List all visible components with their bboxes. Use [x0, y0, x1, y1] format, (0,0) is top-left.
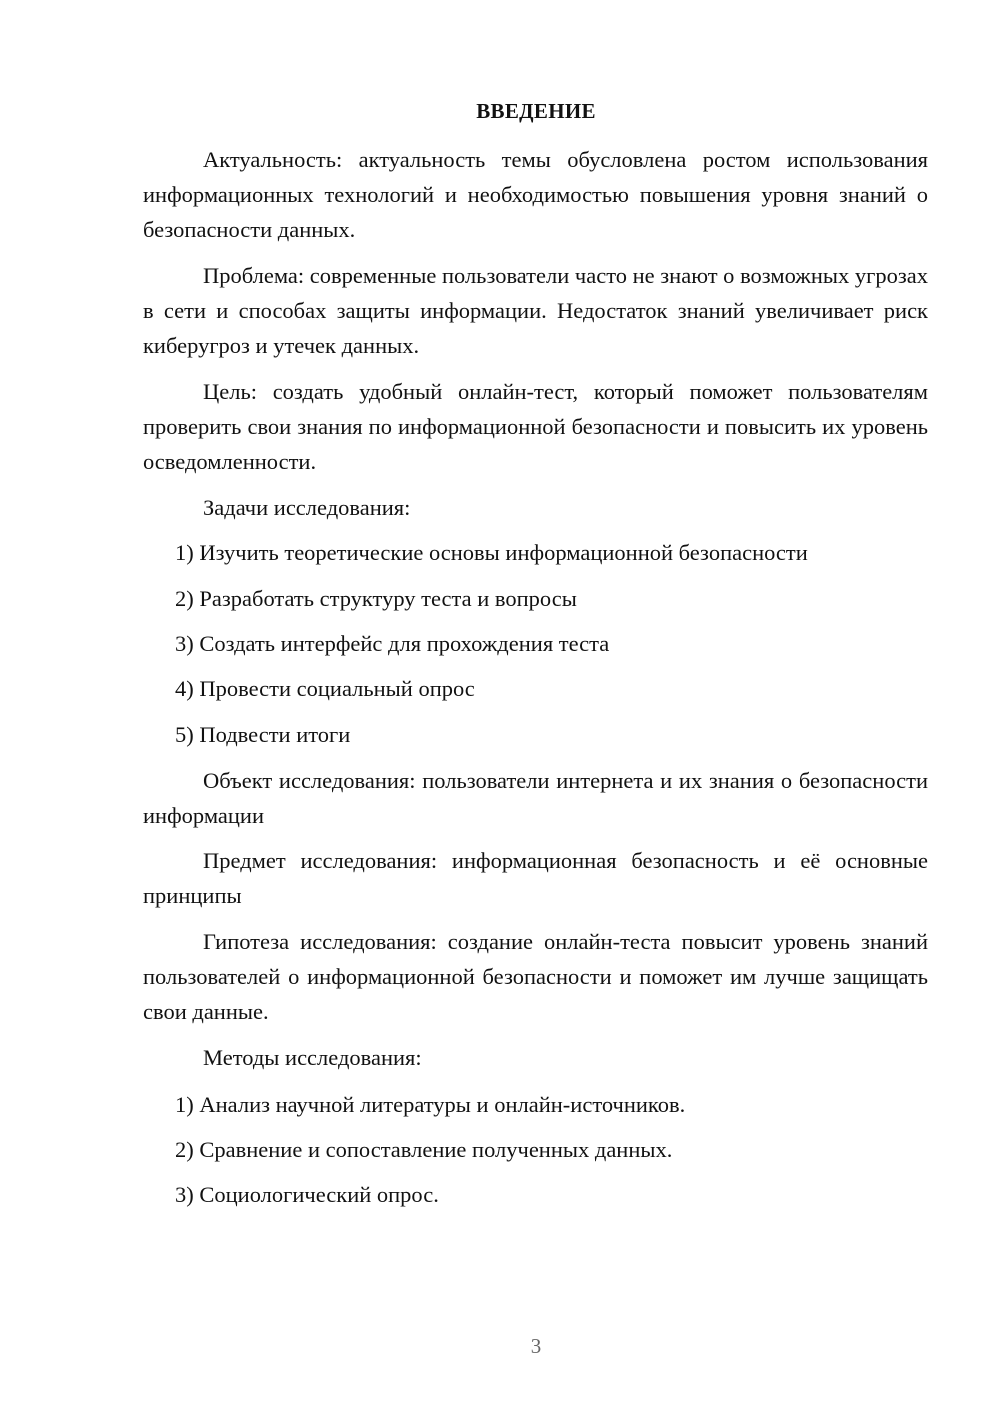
tasks-heading: Задачи исследования: — [203, 495, 411, 520]
method-item: 3) Социологический опрос. — [175, 1182, 439, 1207]
method-item: 1) Анализ научной литературы и онлайн-источников. — [175, 1092, 686, 1117]
method-item: 2) Сравнение и сопоставление полученных данных. — [175, 1137, 673, 1162]
page-title: ВВЕДЕНИЕ — [476, 99, 596, 123]
paragraph-problem: Проблема: современные пользователи часто не знают о возможных угрозах в сети и способах защиты информации. Недостаток знаний увеличивает риск киберугроз и утечек данных. — [143, 263, 928, 358]
paragraph-object: Объект исследования: пользователи интернета и их знания о безопасности информации — [143, 768, 928, 828]
task-item: 1) Изучить теоретические основы информационной безопасности — [175, 540, 808, 565]
paragraph-actuality: Актуальность: актуальность темы обусловлена ростом использования информационных технологий и необходимостью повышения уровня знаний о безопасности данных. — [143, 147, 928, 242]
page-number: 3 — [530, 1334, 542, 1358]
task-item: 4) Провести социальный опрос — [175, 676, 475, 701]
paragraph-hypothesis: Гипотеза исследования: создание онлайн-теста повысит уровень знаний пользователей о информационной безопасности и поможет им лучше защищать свои данные. — [143, 929, 928, 1024]
task-item: 3) Создать интерфейс для прохождения теста — [175, 631, 610, 656]
task-item: 2) Разработать структуру теста и вопросы — [175, 586, 577, 611]
paragraph-subject: Предмет исследования: информационная безопасность и её основные принципы — [143, 848, 928, 908]
task-item: 5) Подвести итоги — [175, 722, 351, 747]
methods-heading: Методы исследования: — [203, 1045, 422, 1070]
paragraph-goal: Цель: создать удобный онлайн-тест, который поможет пользователям проверить свои знания по информационной безопасности и повысить их уровень осведомленности. — [143, 379, 928, 474]
